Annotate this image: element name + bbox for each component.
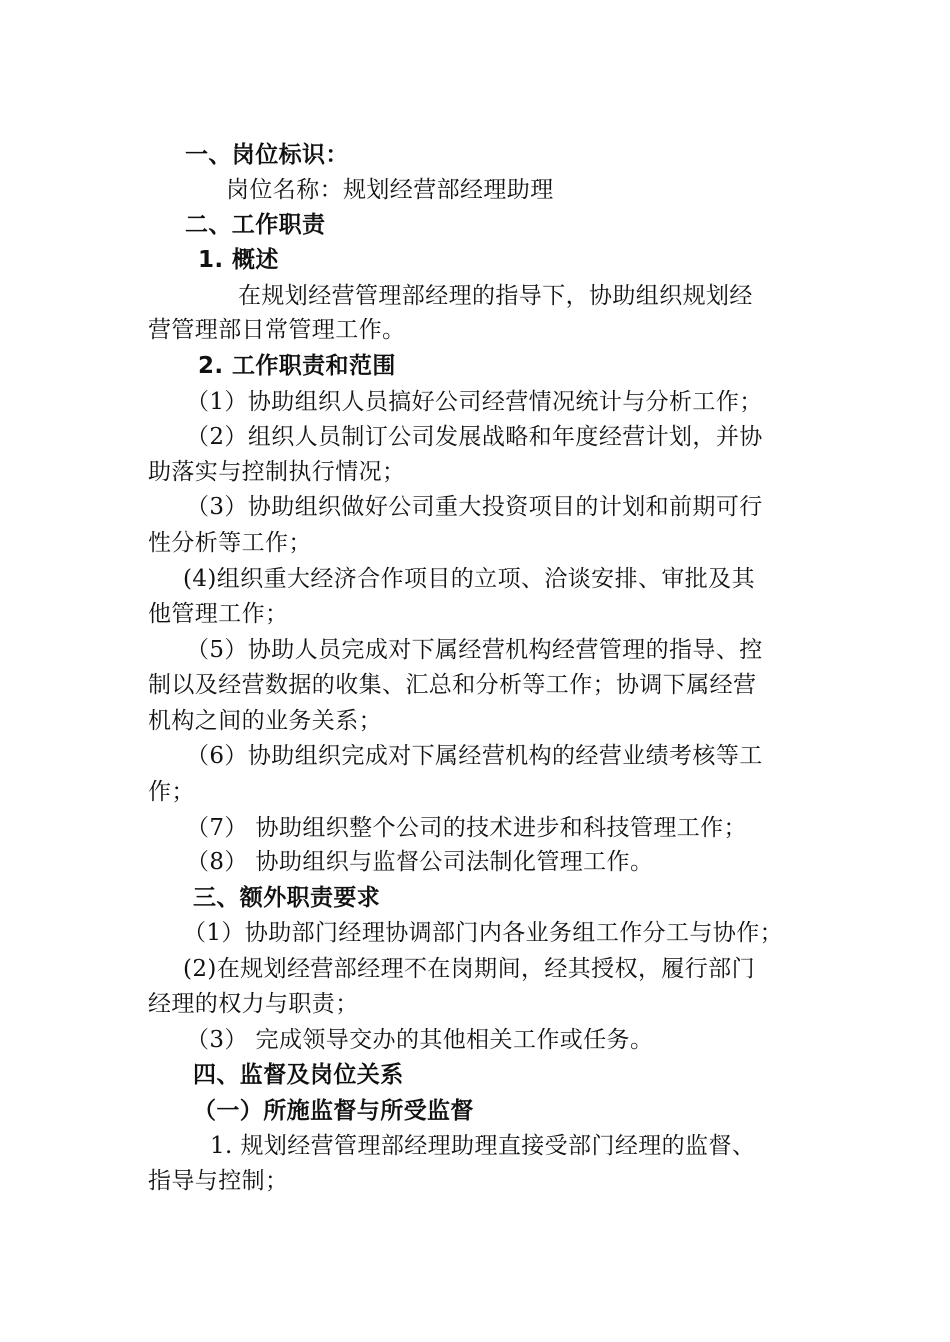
section-heading-supervision: 四、监督及岗位关系 bbox=[193, 1062, 404, 1088]
duty-item-6: （6）协助组织完成对下属经营机构的经营业绩考核等工 bbox=[186, 743, 763, 769]
overview-text-line: 营管理部日常管理工作。 bbox=[148, 317, 406, 343]
scope-heading: 2. 工作职责和范围 bbox=[198, 353, 396, 379]
duty-item-2-cont: 助落实与控制执行情况； bbox=[148, 459, 406, 485]
overview-heading: 1. 概述 bbox=[198, 247, 279, 273]
duty-item-3: （3）协助组织做好公司重大投资项目的计划和前期可行 bbox=[186, 494, 763, 520]
section-heading-responsibilities: 二、工作职责 bbox=[185, 212, 326, 238]
duty-item-5-cont: 制以及经营数据的收集、汇总和分析等工作；协调下属经营 bbox=[148, 672, 757, 698]
extra-duty-1: （1）协助部门经理协调部门内各业务组工作分工与协作； bbox=[183, 920, 784, 946]
section-heading-identification: 一、岗位标识： bbox=[185, 142, 349, 168]
supervision-item-1: 1. 规划经营管理部经理助理直接受部门经理的监督、 bbox=[210, 1133, 756, 1159]
position-name-line: 岗位名称：规划经营部经理助理 bbox=[226, 177, 554, 203]
duty-item-8: （8） 协助组织与监督公司法制化管理工作。 bbox=[186, 849, 654, 875]
subsection-heading-supervision: （一）所施监督与所受监督 bbox=[193, 1098, 474, 1124]
extra-duty-3: （3） 完成领导交办的其他相关工作或任务。 bbox=[186, 1027, 654, 1053]
duty-item-6-cont: 作； bbox=[148, 779, 195, 805]
duty-item-1: （1）协助组织人员搞好公司经营情况统计与分析工作； bbox=[186, 389, 763, 415]
duty-item-3-cont: 性分析等工作； bbox=[148, 530, 312, 556]
section-heading-extra-duties: 三、额外职责要求 bbox=[193, 885, 381, 911]
duty-item-5-cont: 机构之间的业务关系； bbox=[148, 708, 382, 734]
duty-item-2: （2）组织人员制订公司发展战略和年度经营计划，并协 bbox=[186, 424, 763, 450]
extra-duty-2: (2)在规划经营部经理不在岗期间，经其授权，履行部门 bbox=[183, 956, 755, 982]
overview-text-line: 在规划经营管理部经理的指导下，协助组织规划经 bbox=[238, 283, 753, 309]
duty-item-5: （5）协助人员完成对下属经营机构经营管理的指导、控 bbox=[186, 637, 763, 663]
duty-item-4: (4)组织重大经济合作项目的立项、洽谈安排、审批及其 bbox=[183, 566, 755, 592]
supervision-item-1-cont: 指导与控制； bbox=[148, 1168, 289, 1194]
duty-item-7: （7） 协助组织整个公司的技术进步和科技管理工作； bbox=[186, 815, 747, 841]
extra-duty-2-cont: 经理的权力与职责； bbox=[148, 991, 359, 1017]
duty-item-4-cont: 他管理工作； bbox=[148, 601, 289, 627]
